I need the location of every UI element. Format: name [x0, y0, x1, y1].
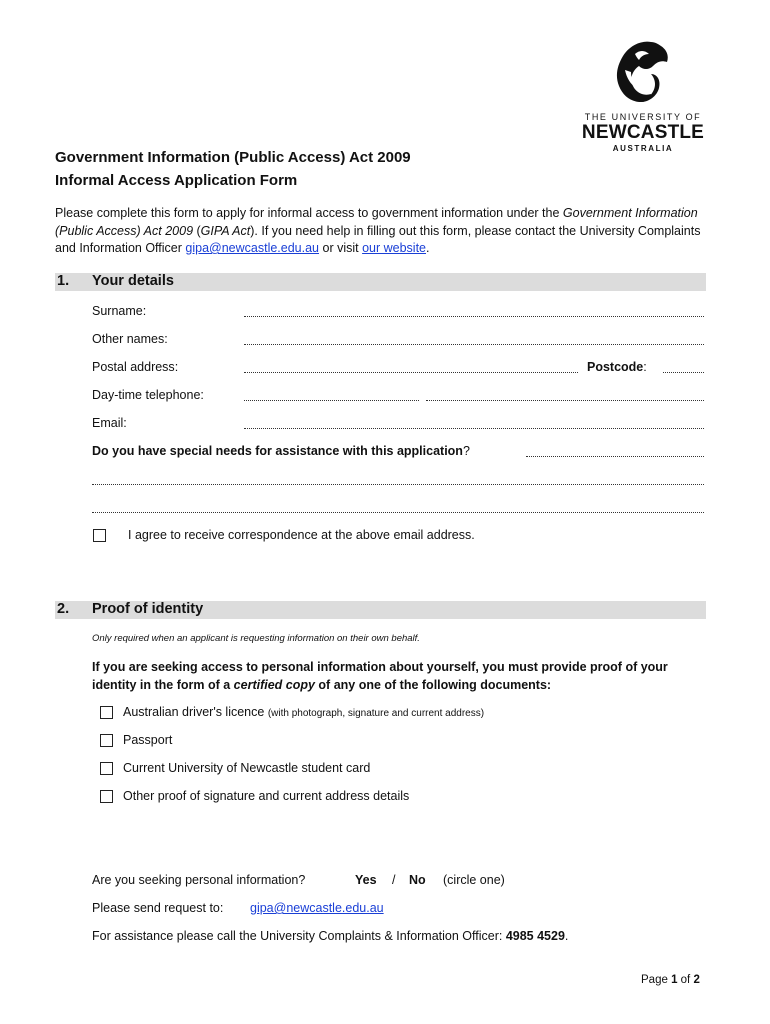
agree-email-label: I agree to receive correspondence at the above email address.: [128, 528, 475, 542]
student-card-checkbox[interactable]: [100, 762, 113, 775]
seahorse-emblem-icon: [611, 40, 673, 106]
student-card-label: Current University of Newcastle student card: [123, 761, 371, 775]
section-2-title: Proof of identity: [92, 601, 204, 617]
email-field[interactable]: [244, 418, 704, 429]
email-label: Email:: [92, 416, 127, 430]
send-request-label: Please send request to:: [92, 901, 224, 915]
intro-gipa-act: GIPA Act: [200, 223, 251, 238]
intro-text-1: Please complete this form to apply for informal access to government information under the: [55, 206, 563, 220]
form-title-act: Government Information (Public Access) Act 2009: [55, 149, 411, 166]
form-title: Informal Access Application Form: [55, 172, 298, 189]
assistance-line: For assistance please call the University Complaints & Information Officer: 4985 4529.: [92, 929, 569, 943]
no-option[interactable]: No: [409, 873, 426, 887]
intro-text-4: or visit: [319, 241, 363, 255]
intro-email-link[interactable]: gipa@newcastle.edu.au: [185, 241, 320, 255]
agree-email-checkbox[interactable]: [93, 529, 106, 542]
certified-copy-text: certified copy: [233, 678, 315, 692]
other-names-field[interactable]: [244, 334, 704, 345]
postcode-field[interactable]: [663, 362, 704, 373]
section-1-number: 1.: [57, 273, 70, 289]
section-1-title: Your details: [92, 273, 174, 289]
special-needs-field[interactable]: [526, 446, 704, 457]
special-needs-question: Do you have special needs for assistance with this application?: [92, 444, 470, 458]
passport-label: Passport: [123, 733, 173, 747]
proof-instruction-text-2: of any one of the following documents:: [314, 678, 552, 692]
special-needs-line-3[interactable]: [92, 502, 704, 513]
page-number: Page 1 of 2: [641, 974, 700, 986]
telephone-field-1[interactable]: [244, 390, 419, 401]
licence-checkbox[interactable]: [100, 706, 113, 719]
other-names-label: Other names:: [92, 332, 168, 346]
licence-label: Australian driver's licence (with photograph, signature and current address): [123, 705, 485, 719]
yes-option[interactable]: Yes: [355, 873, 377, 887]
telephone-field-2[interactable]: [426, 390, 704, 401]
other-proof-checkbox[interactable]: [100, 790, 113, 803]
logo-line-3: AUSTRALIA: [612, 144, 674, 153]
postcode-label: Postcode:: [587, 360, 647, 374]
university-logo: [578, 40, 708, 155]
intro-act-name: Government Information (Public Access) Act 2009: [55, 206, 698, 238]
postal-address-label: Postal address:: [92, 360, 179, 374]
yes-no-separator: /: [392, 873, 396, 887]
section-2-number: 2.: [57, 601, 70, 617]
other-proof-label: Other proof of signature and current address details: [123, 789, 410, 803]
send-request-email-link[interactable]: gipa@newcastle.edu.au: [250, 901, 384, 915]
special-needs-line-2[interactable]: [92, 474, 704, 485]
website-link[interactable]: our website: [362, 241, 427, 255]
postal-address-field[interactable]: [244, 362, 578, 373]
surname-field[interactable]: [244, 306, 704, 317]
proof-note: Only required when an applicant is requesting information on their own behalf.: [92, 633, 420, 644]
logo-line-1: THE UNIVERSITY OF: [584, 112, 702, 122]
intro-text-2: (: [193, 223, 201, 238]
surname-label: Surname:: [92, 304, 147, 318]
circle-one-hint: (circle one): [443, 873, 505, 887]
logo-line-2: NEWCASTLE: [581, 122, 705, 143]
passport-checkbox[interactable]: [100, 734, 113, 747]
proof-instruction-text-1: If you are seeking access to personal information about yourself, you must provide proof of your identity in the form of a: [92, 660, 668, 692]
intro-text-5: .: [426, 241, 430, 255]
intro-text-3: ). If you need help in filling out this form, please contact the University Complaints and Information Officer: [55, 223, 701, 255]
proof-instruction: [92, 658, 706, 694]
intro-paragraph: [55, 205, 707, 258]
telephone-label: Day-time telephone:: [92, 388, 204, 402]
assistance-phone: 4985 4529: [505, 929, 565, 943]
seeking-personal-question: Are you seeking personal information?: [92, 873, 306, 887]
